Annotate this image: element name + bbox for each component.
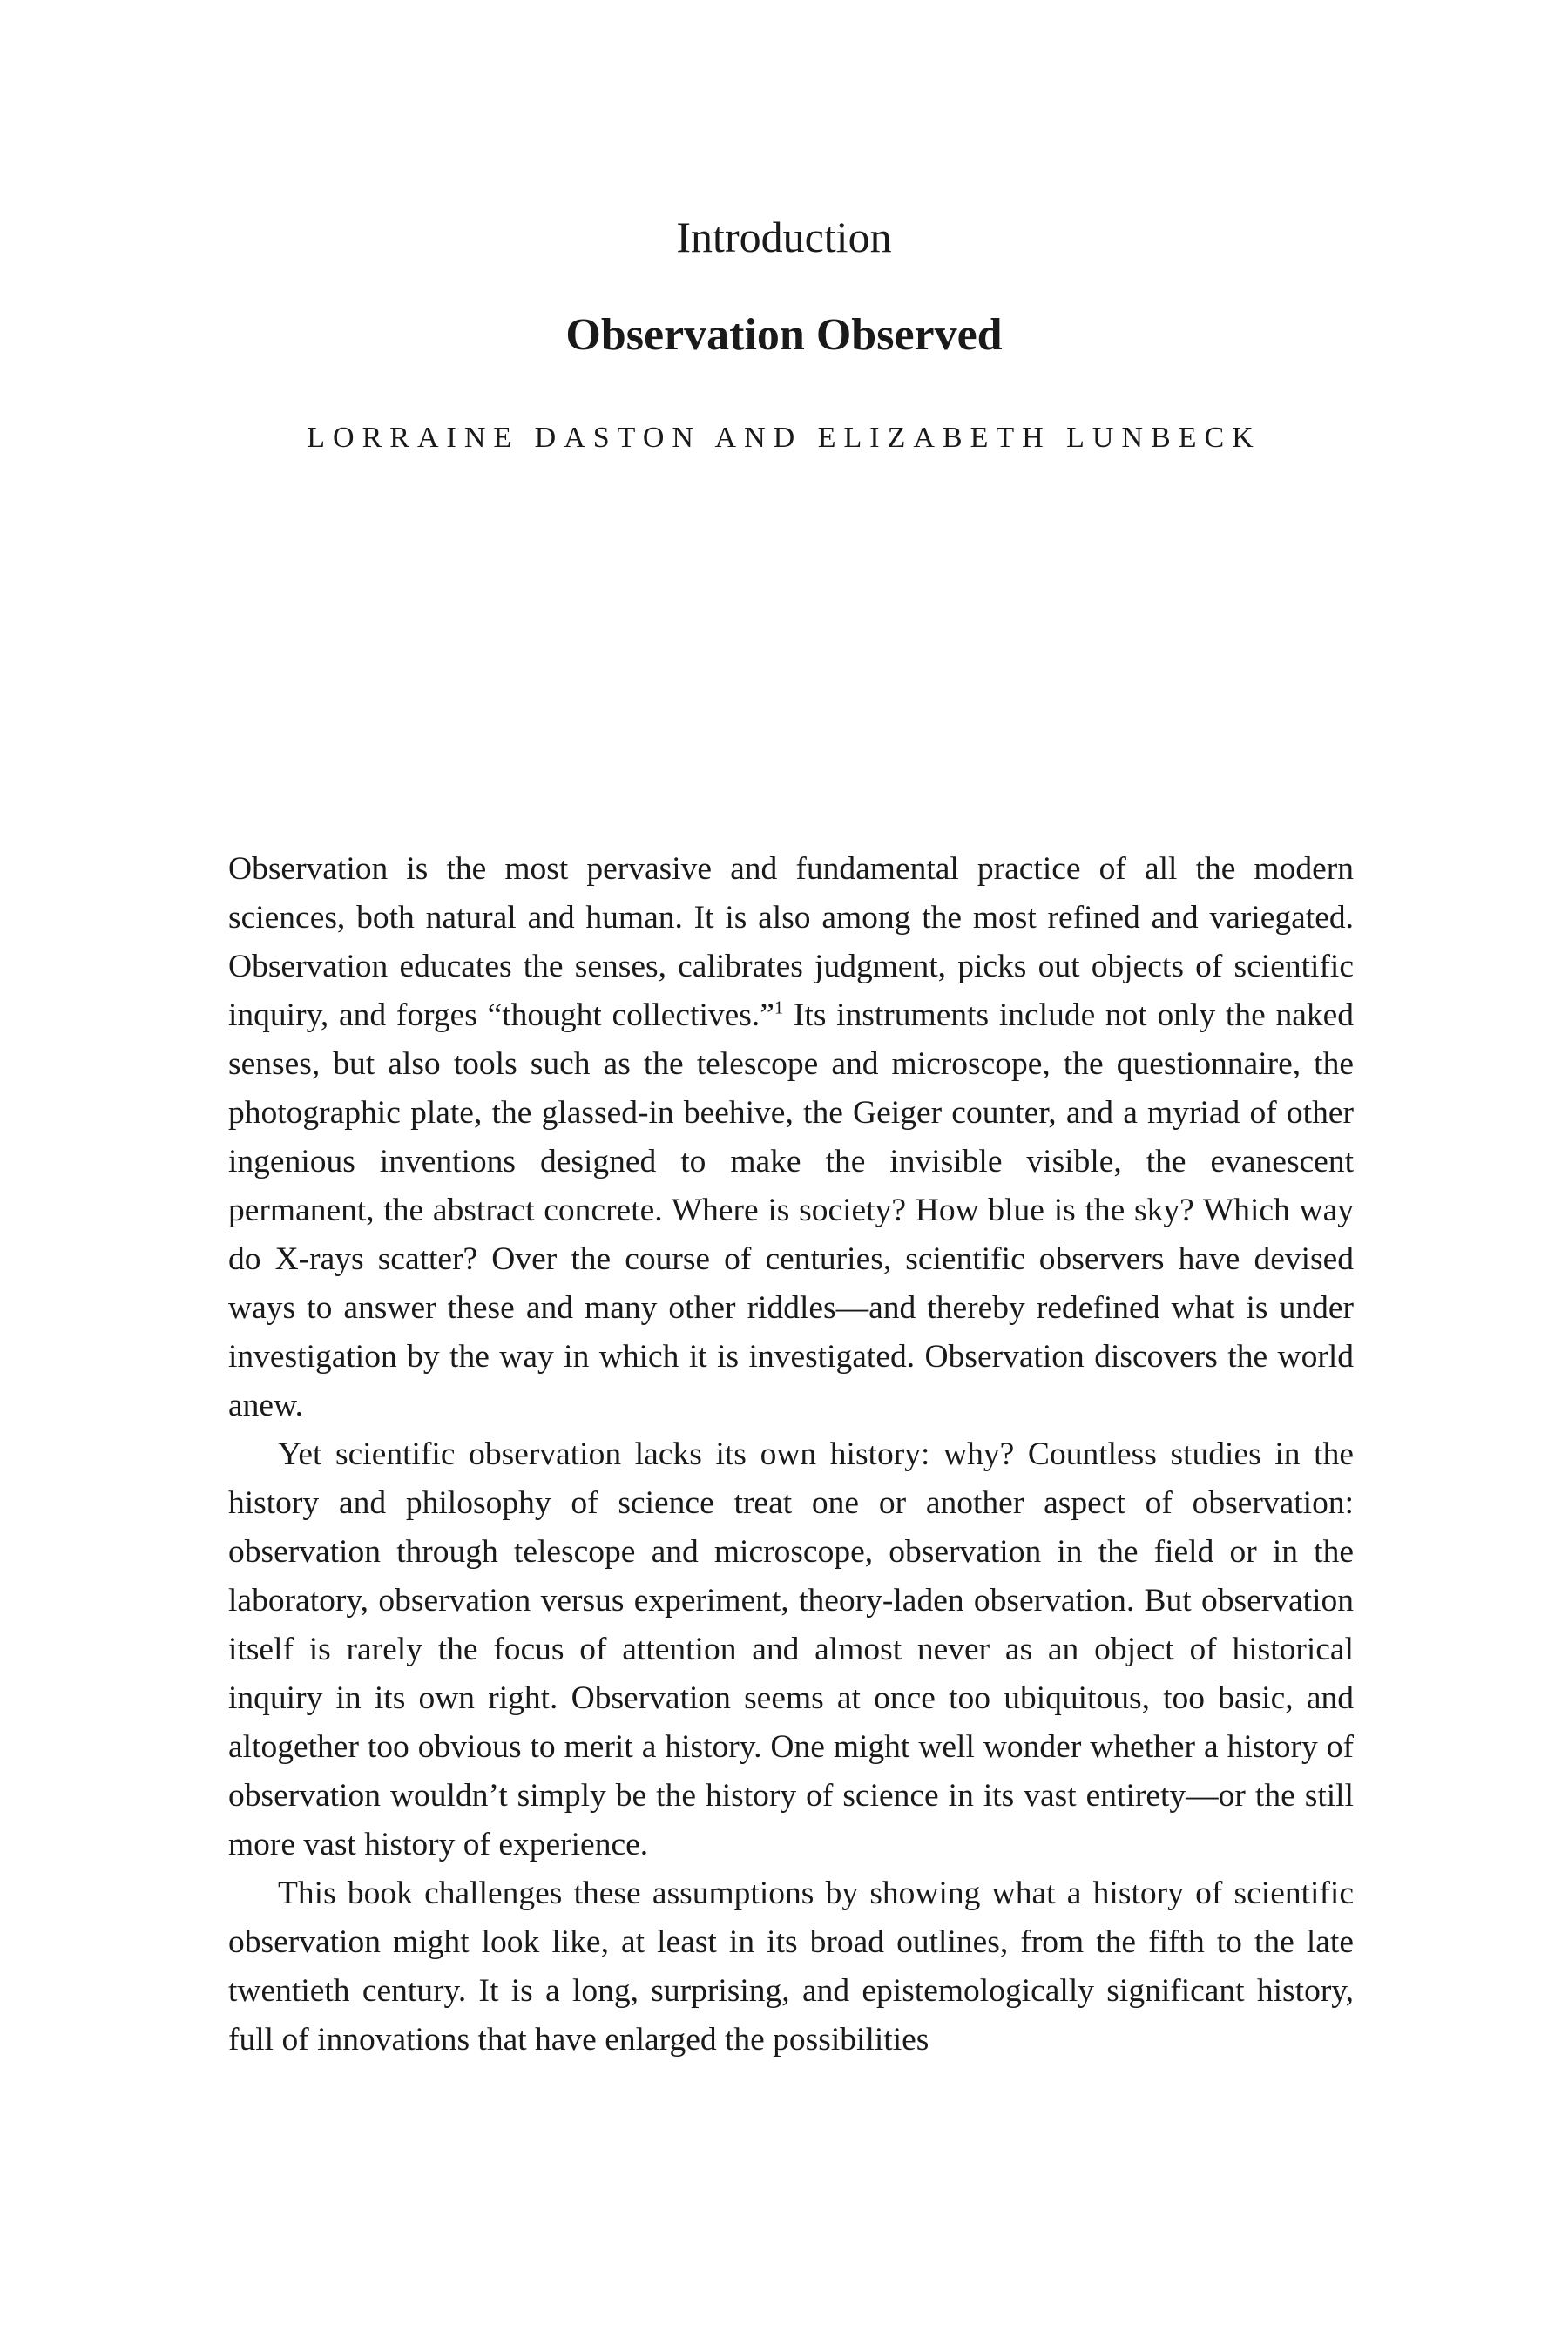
footnote-reference: 1 — [774, 998, 784, 1018]
paragraph-3: This book challenges these assumptions by showing what a history of scientific observation might look like, at least in its broad outlines, from the fifth to the late twentieth century. It is a long, surprising, and epistemologically significant history, full of innovations that have enlarged the possibilities — [228, 1876, 1354, 2058]
body-text — [228, 845, 1354, 2065]
paragraph-1-text-a: Observation is the most pervasive and fundamental practice of all the modern sciences, both natural and human. It is also among the most refined and variegated. Observation educates the senses, calibrates judgment, picks out objects of scientific inquiry, and forges “thought collectives.” — [228, 851, 1354, 1033]
paragraph-1 — [228, 845, 1354, 1430]
paragraph-2: Yet scientific observation lacks its own history: why? Countless studies in the history and philosophy of science treat one or another aspect of observation: observation through telescope and microscope, observation in the field or in the laboratory, observation versus experiment, theory-laden observation. But observation itself is rarely the focus of attention and almost never as an object of historical inquiry in its own right. Observation seems at once too ubiquitous, too basic, and altogether too obvious to merit a history. One might well wonder whether a history of observation wouldn’t simply be the history of science in its vast entirety—or the still more vast history of experience. — [228, 1436, 1354, 1862]
chapter-authors: LORRAINE DASTON AND ELIZABETH LUNBECK — [307, 422, 1261, 454]
paragraph-1-text-b: Its instruments include not only the naked senses, but also tools such as the telescope and microscope, the questionnaire, the photographic plate, the glassed-in beehive, the Geiger counter, and a myriad of other ingenious inventions designed to make the invisible visible, the evanescent permanent, the abstract concrete. Where is society? How blue is the sky? Which way do X-rays scatter? Over the course of centuries, scientific observers have devised ways to answer these and many other riddles—and thereby redefined what is under investigation by the way in which it is investigated. Observation discovers the world anew. — [228, 997, 1354, 1423]
chapter-title: Observation Observed — [565, 310, 1003, 360]
chapter-label: Introduction — [676, 213, 892, 261]
